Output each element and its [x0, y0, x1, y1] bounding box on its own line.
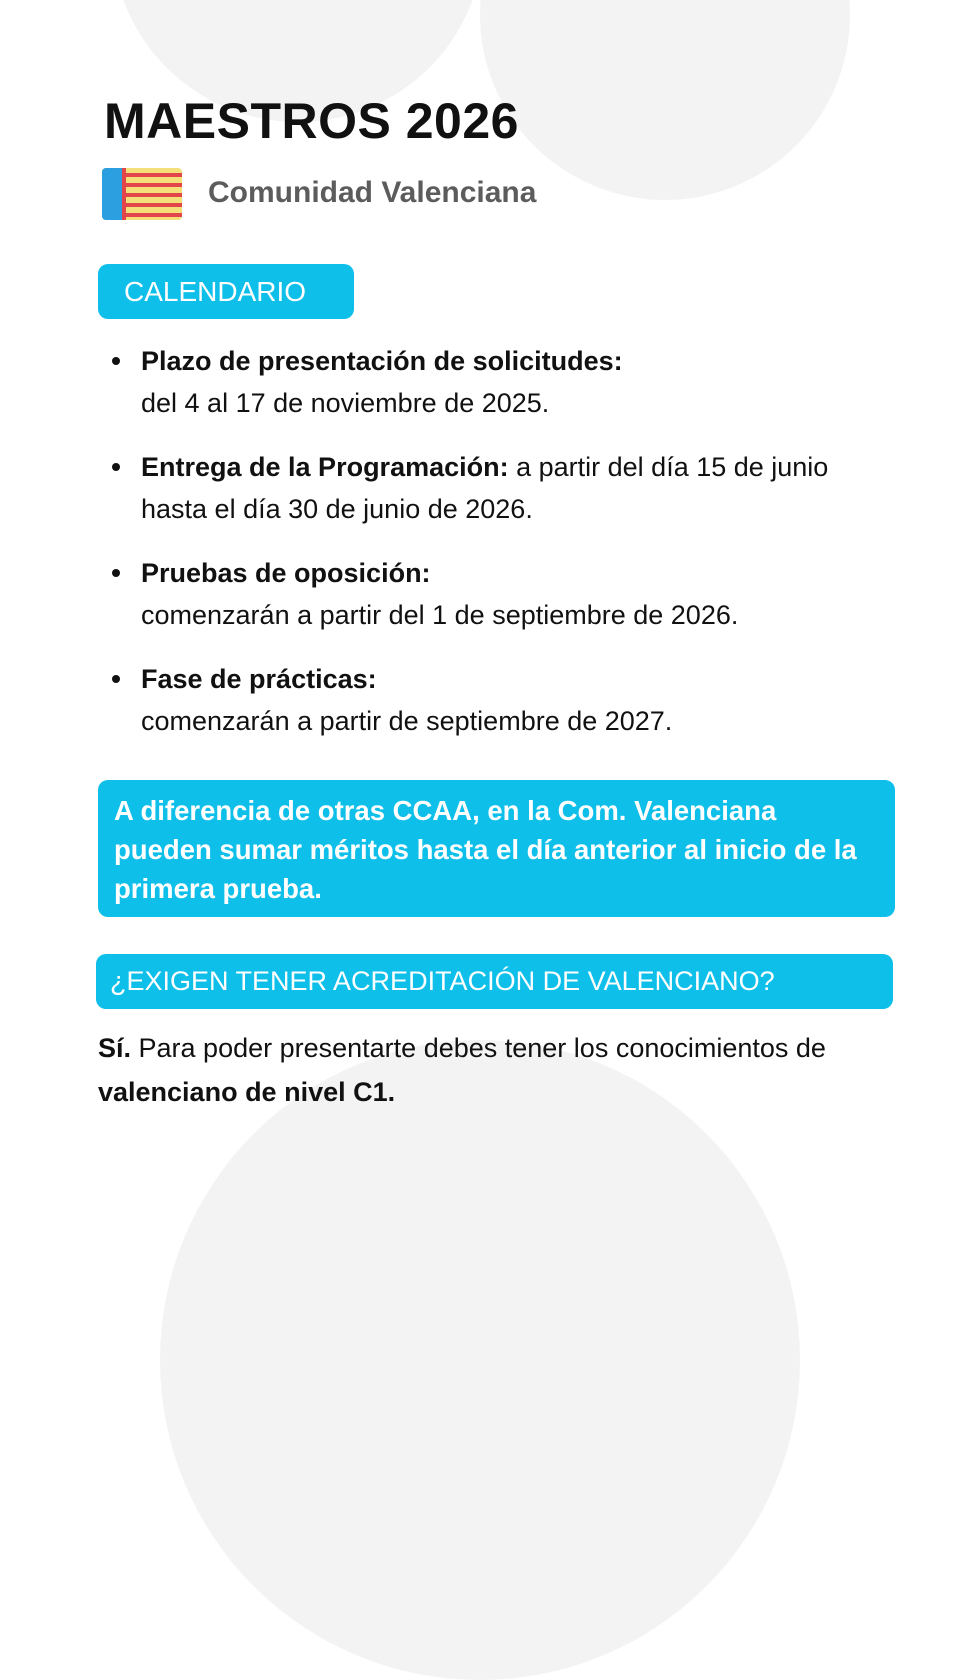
answer-text: Para poder presentarte debes tener los conocimientos de	[131, 1033, 826, 1063]
item-label: Entrega de la Programación:	[141, 452, 509, 482]
item-label: Plazo de presentación de solicitudes:	[141, 346, 623, 376]
item-text: a partir del día 15 de junio hasta el día 30 de junio de 2026.	[141, 452, 829, 524]
answer-yes: Sí.	[98, 1033, 132, 1063]
list-item	[112, 658, 882, 742]
bullet-icon	[112, 569, 120, 577]
list-item	[112, 552, 882, 636]
question-heading: ¿EXIGEN TENER ACREDITACIÓN DE VALENCIANO?	[96, 954, 893, 1009]
calendar-badge: CALENDARIO	[98, 264, 354, 319]
item-label: Fase de prácticas:	[141, 664, 377, 694]
bullet-icon	[112, 675, 120, 683]
item-text: comenzarán a partir de septiembre de 2027.	[141, 706, 673, 736]
item-text: del 4 al 17 de noviembre de 2025.	[141, 388, 550, 418]
bullet-icon	[112, 357, 120, 365]
bullet-icon	[112, 463, 120, 471]
info-callout: A diferencia de otras CCAA, en la Com. Valenciana pueden sumar méritos hasta el día anterior al inicio de la primera prueba.	[98, 780, 895, 917]
list-item	[112, 340, 882, 424]
valencia-flag-icon	[102, 168, 182, 220]
answer-paragraph	[98, 1026, 878, 1114]
answer-level: valenciano de nivel C1.	[98, 1077, 396, 1107]
item-label: Pruebas de oposición:	[141, 558, 431, 588]
region-name: Comunidad Valenciana	[208, 176, 537, 209]
list-item	[112, 446, 882, 530]
page-title: MAESTROS 2026	[104, 93, 519, 149]
item-text: comenzarán a partir del 1 de septiembre de 2026.	[141, 600, 739, 630]
